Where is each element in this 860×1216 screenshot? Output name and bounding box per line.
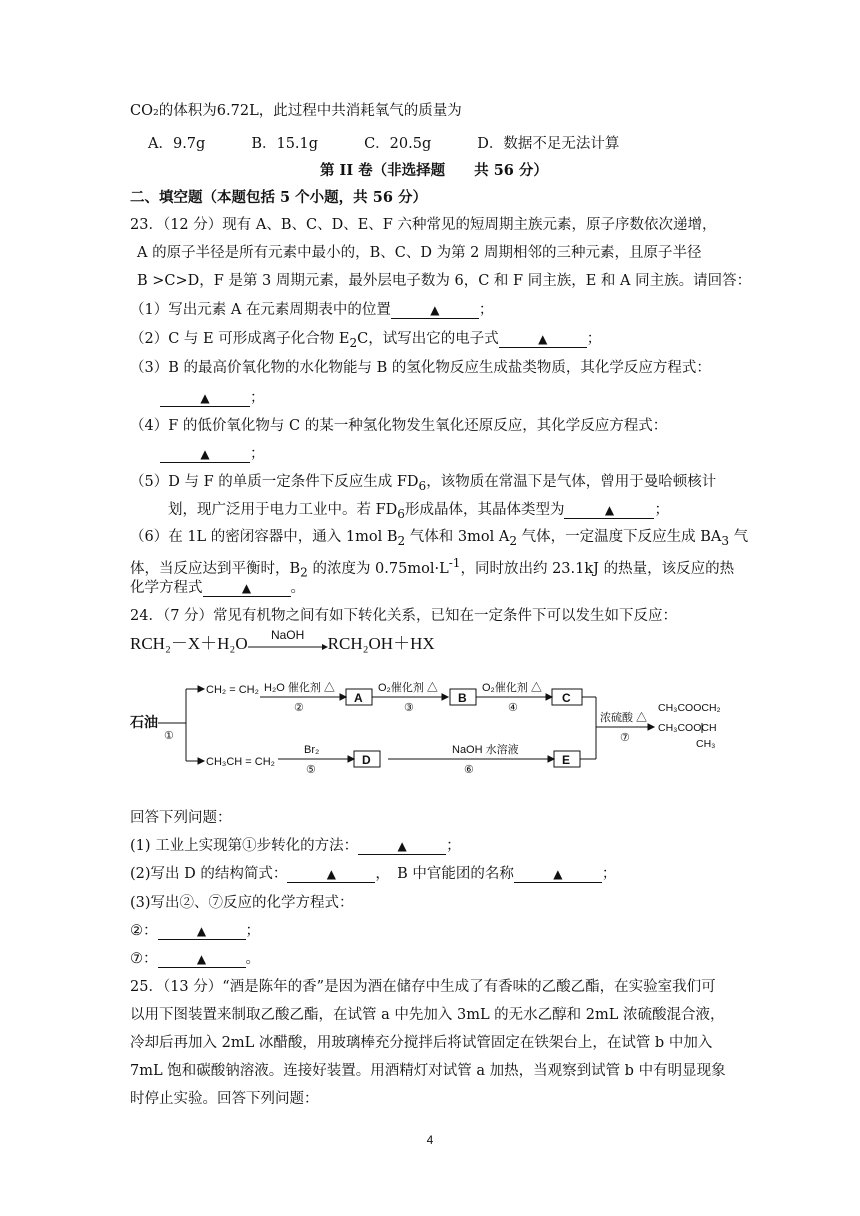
punct: 。: [290, 580, 305, 596]
answer-blank[interactable]: [391, 302, 479, 319]
reaction-flow-diagram: [128, 675, 728, 785]
q24-intro: 24．（7 分）常见有机物之间有如下转化关系，已知在一定条件下可以发生如下反应：: [130, 608, 678, 624]
q23-sub3: （3）B 的最高价氧化物的水化物能与 B 的氢化物反应生成盐类物质，其化学反应方程式：: [130, 360, 711, 376]
subscript: 2: [509, 533, 518, 548]
answer-blank[interactable]: [514, 866, 602, 883]
q24-sub2: [130, 864, 616, 884]
blank-marker: ▲: [200, 447, 210, 461]
page-number: 4: [426, 1133, 434, 1147]
q24-sub3-a-label: ②：: [130, 923, 158, 939]
step-4-num: ④: [508, 702, 518, 714]
reaction-condition: NaOH: [270, 628, 305, 643]
q23-sub5: [130, 472, 716, 496]
punct: ；: [250, 446, 265, 462]
q24-sub2-text-b: ， B 中官能团的名称: [375, 866, 514, 882]
product-line-2: CH₃COOCH: [658, 722, 717, 734]
q24-answer-prompt: 回答下列问题：: [130, 810, 232, 826]
subscript: 2: [397, 533, 406, 548]
q23-sub5-cont: [168, 500, 669, 524]
q23-sub6-text: （6）在 1L 的密闭容器中，通入 1mol B: [130, 529, 398, 545]
subscript: 2: [300, 565, 308, 580]
step-6-cond: NaOH 水溶液: [452, 744, 519, 756]
blank-marker: ▲: [604, 503, 615, 517]
q24-equation: [130, 628, 435, 655]
step-2-cond: H₂O 催化剂 △: [264, 682, 335, 694]
q23-line-3: B >C>D，F 是第 3 周期元素，最外层电子数为 6，C 和 F 同主族，E 和 A 同主族。请回答：: [137, 273, 752, 289]
subscript: 3: [721, 533, 730, 548]
product-line-1: CH₃COOCH₂: [658, 702, 721, 714]
q23-sub6-text-g: ，同时放出约 23.1kJ 的热量，该反应的热: [460, 560, 735, 577]
superscript: -1: [448, 556, 461, 570]
q23-sub2-text-b: C，试写出它的电子式: [357, 331, 499, 347]
blank-marker: ▲: [200, 391, 210, 405]
blank-marker: ▲: [241, 581, 252, 595]
q22-option-b[interactable]: B．15.1g: [251, 136, 319, 152]
q22-stem-line: CO₂的体积为6.72L，此过程中共消耗氧气的质量为: [130, 103, 462, 119]
q23-sub6-text-h: 化学方程式: [130, 580, 203, 596]
q23-sub5-text-c: 划，现广泛用于电力工业中。若 FD: [168, 502, 398, 518]
q23-sub6-end: [130, 578, 305, 598]
answer-blank[interactable]: [158, 923, 246, 940]
answer-blank[interactable]: [358, 838, 446, 855]
punct: ；: [446, 838, 461, 854]
punct: ；: [601, 866, 617, 882]
q25-line-5: 时停止实验。回答下列问题：: [130, 1091, 319, 1107]
q25-line-2: 以用下图装置来制取乙酸乙酯，在试管 a 中先加入 3mL 的无水乙醇和 2mL 浓硫酸混合液，: [130, 1007, 725, 1023]
step-3-num: ③: [404, 702, 414, 714]
subscript: 6: [397, 506, 405, 521]
q23-sub6-text-b: 气体和 3mol A: [405, 529, 510, 545]
equation-left: RCH₂－X＋H₂O: [130, 634, 248, 653]
q22-option-a[interactable]: A．9.7g: [148, 136, 206, 152]
step-6-num: ⑥: [464, 764, 474, 776]
answer-blank[interactable]: [203, 580, 291, 597]
q24-sub1-text: (1) 工业上实现第①步转化的方法：: [130, 838, 359, 854]
blank-marker: ▲: [430, 303, 440, 317]
q22-options: [148, 134, 619, 154]
answer-blank[interactable]: [160, 446, 250, 463]
q24-sub3-b-label: ⑦：: [130, 951, 158, 967]
q23-sub5-text-d: 形成晶体，其晶体类型为: [404, 502, 565, 518]
step-3-cond: O₂催化剂 △: [378, 682, 438, 694]
punct: ；: [245, 923, 260, 939]
step-2-num: ②: [294, 702, 304, 714]
q24-sub3: (3)写出②、⑦反应的化学方程式：: [130, 895, 354, 911]
blank-marker: ▲: [397, 839, 407, 853]
q23-sub6-text-f: 的浓度为 0.75mol·L: [307, 560, 449, 577]
q23-sub5-text: （5）D 与 F 的单质一定条件下反应生成 FD: [130, 474, 419, 490]
q23-sub1-text: （1）写出元素 A 在元素周期表中的位置: [130, 302, 391, 318]
step-5-cond: Br₂: [304, 744, 320, 756]
box-c-label: C: [562, 691, 571, 705]
section-header: 第 II 卷（非选择题 共 56 分）: [320, 162, 548, 179]
punct: ；: [250, 390, 265, 406]
box-b-label: B: [458, 691, 467, 705]
q23-sub2-text: （2）C 与 E 可形成离子化合物 E: [130, 331, 350, 347]
answer-blank[interactable]: [158, 951, 246, 968]
blank-marker: ▲: [196, 924, 207, 938]
step-5-num: ⑤: [306, 764, 316, 776]
box-a-label: A: [354, 691, 363, 705]
q24-sub1: [130, 836, 461, 856]
equation-right: RCH₂OH＋HX: [327, 634, 435, 653]
blank-marker: ▲: [553, 867, 563, 881]
step-1-num: ①: [164, 730, 174, 742]
q22-option-d[interactable]: D．数据不足无法计算: [477, 136, 620, 152]
answer-blank[interactable]: [287, 866, 375, 883]
q23-sub1: [130, 300, 493, 320]
q23-line-2: A 的原子半径是所有元素中最小的，B、C、D 为第 2 周期相邻的三种元素，且原子半径: [137, 245, 702, 261]
punct: ；: [586, 331, 602, 347]
q23-sub6-text-e: 体，当反应达到平衡时，B: [130, 560, 301, 577]
answer-blank[interactable]: [499, 331, 587, 348]
subscript: 6: [418, 478, 427, 493]
ethylene-label: CH₂ = CH₂: [206, 684, 259, 696]
blank-marker: ▲: [538, 332, 548, 346]
q23-sub6: [130, 527, 748, 551]
part2-title: 二、填空题（本题包括 5 个小题，共 56 分）: [130, 189, 427, 206]
q23-sub3-answer: [160, 388, 265, 408]
subscript: 2: [349, 335, 358, 350]
q23-sub2: [130, 329, 601, 353]
step-4-cond: O₂催化剂 △: [482, 682, 542, 694]
arrow-icon: [248, 635, 328, 655]
answer-blank[interactable]: [564, 502, 654, 519]
q24-sub2-text: (2)写出 D 的结构简式：: [130, 866, 288, 882]
q23-line-1: 23．（12 分）现有 A、B、C、D、E、F 六种常见的短周期主族元素，原子序数依次递增，: [130, 217, 717, 233]
q23-sub4-answer: [160, 444, 265, 464]
punct: ；: [654, 502, 669, 518]
petroleum-label: 石油: [130, 714, 158, 730]
product-line-3: CH₃: [696, 738, 716, 750]
box-d-label: D: [362, 753, 371, 767]
q23-sub6-text-c: 气体，一定温度下反应生成 BA: [517, 529, 722, 545]
propylene-label: CH₃CH = CH₂: [206, 756, 275, 768]
q23-sub6-text-d: 气: [729, 529, 749, 545]
punct: ；: [478, 302, 494, 318]
punct: 。: [245, 951, 260, 967]
q23-sub4: （4）F 的低价氧化物与 C 的某一种氢化物发生氧化还原反应，其化学反应方程式：: [130, 418, 668, 434]
q25-line-4: 7mL 饱和碳酸钠溶液。连接好装置。用酒精灯对试管 a 加热，当观察到试管 b 中有明显现象: [130, 1063, 726, 1079]
answer-blank[interactable]: [160, 390, 250, 407]
q25-line-3: 冷却后再加入 2mL 冰醋酸，用玻璃棒充分搅拌后将试管固定在铁架台上，在试管 b 中加入: [130, 1035, 713, 1051]
step-7-cond: 浓硫酸 △: [600, 712, 648, 724]
step-7-num: ⑦: [620, 732, 630, 744]
blank-marker: ▲: [326, 867, 336, 881]
q25-line-1: 25．（13 分）“酒是陈年的香”是因为酒在储存中生成了有香味的乙酸乙酯，在实验室我们可: [130, 979, 716, 995]
q22-option-c[interactable]: C．20.5g: [364, 136, 432, 152]
reaction-arrow: [248, 628, 328, 655]
q24-sub3-a: [130, 921, 260, 941]
q23-sub5-text-b: ，该物质在常温下是气体，曾用于曼哈顿核计: [426, 474, 717, 490]
box-e-label: E: [562, 753, 571, 767]
blank-marker: ▲: [196, 952, 207, 966]
q24-sub3-b: [130, 949, 260, 969]
